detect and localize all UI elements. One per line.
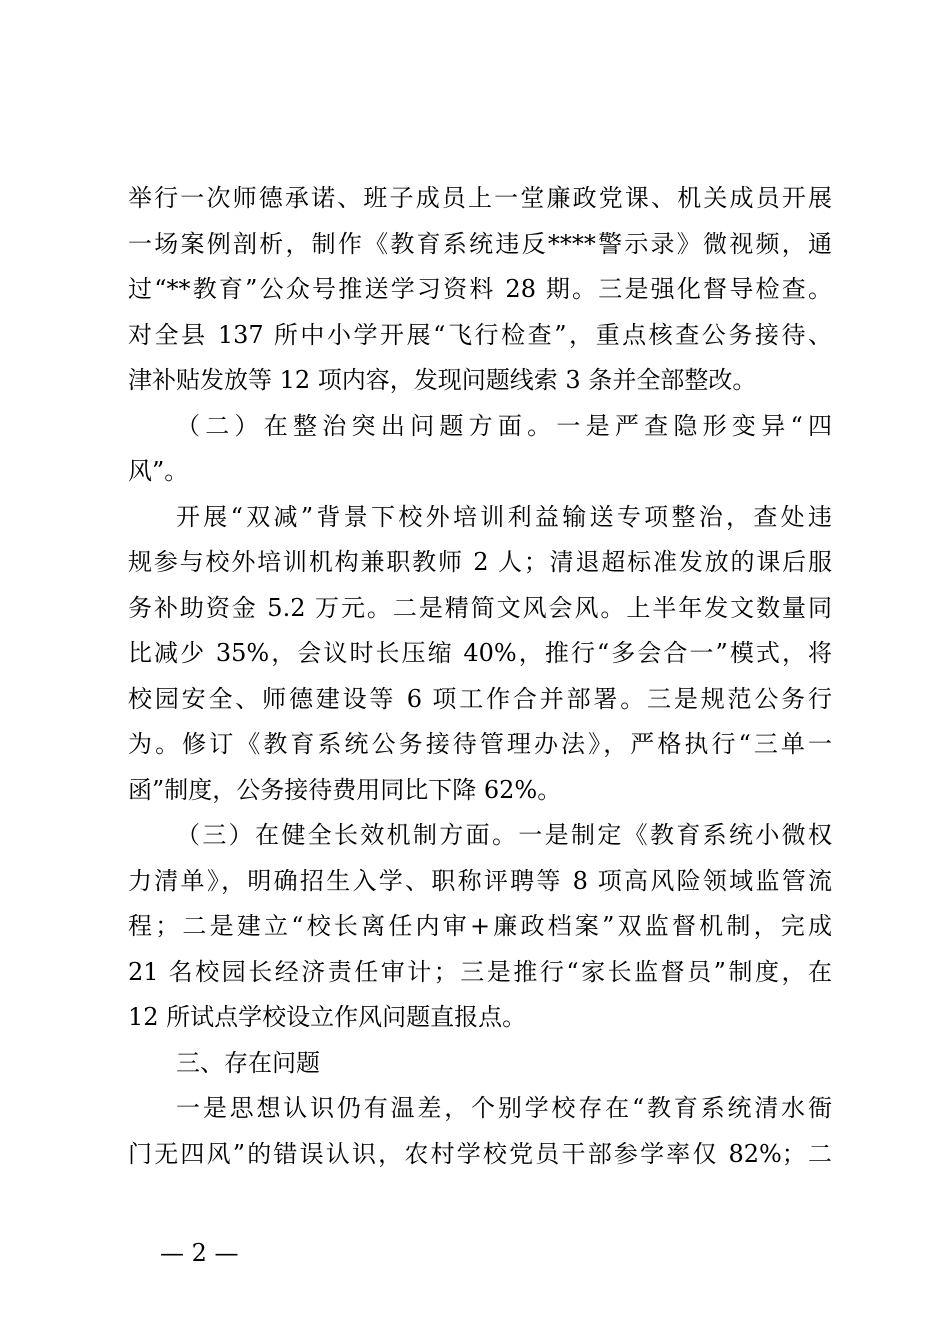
text-line: 开展“双减”背景下校外培训利益输送专项整治，查处违 (176, 502, 832, 531)
text-line: 门无四风”的错误认识，农村学校党员干部参学率仅 82%；二 (128, 1139, 832, 1168)
page-number: — 2 — (160, 1239, 239, 1267)
text-line: 为。修订《教育系统公务接待管理办法》，严格执行“三单一 (128, 730, 832, 758)
paragraph (128, 495, 832, 814)
text-line: 校园安全、师德建设等 6 项工作合并部署。三是规范公务行 (128, 684, 832, 713)
text-line: 力清单》，明确招生入学、职称评聘等 8 项高风险领域监管流 (128, 866, 832, 895)
text-line: 务补助资金 5.2 万元。二是精简文风会风。上半年发文数量同 (128, 593, 832, 622)
document-body (128, 176, 832, 1177)
text-line: （三）在健全长效机制方面。一是制定《教育系统小微权 (176, 821, 832, 849)
paragraph (128, 1086, 832, 1177)
text-line: （二）在整治突出问题方面。一是严查隐形变异“四 (176, 411, 832, 440)
section-heading (128, 1041, 832, 1087)
text-line: 21 名校园长经济责任审计；三是推行“家长监督员”制度，在 (128, 957, 832, 986)
text-line: 程；二是建立“校长离任内审+廉政档案”双监督机制，完成 (128, 912, 832, 940)
paragraph (128, 404, 832, 495)
text-line: 三、存在问题 (176, 1048, 320, 1077)
text-line: 12 所试点学校设立作风问题直报点。 (128, 1003, 527, 1031)
text-line: 津补贴发放等 12 项内容，发现问题线索 3 条并全部整改。 (128, 366, 757, 394)
text-line: 过“**教育”公众号推送学习资料 28 期。三是强化督导检查。 (128, 275, 832, 303)
text-line: 函”制度，公务接待费用同比下降 62%。 (128, 775, 562, 804)
text-line: 一是思想认识仍有温差，个别学校存在“教育系统清水衙 (176, 1094, 832, 1122)
text-line: 一场案例剖析，制作《教育系统违反****警示录》微视频，通 (128, 229, 832, 258)
text-line: 举行一次师德承诺、班子成员上一堂廉政党课、机关成员开展 (128, 184, 832, 212)
text-line: 对全县 137 所中小学开展“飞行检查”，重点核查公务接待、 (128, 320, 832, 349)
text-line: 比减少 35%，会议时长压缩 40%，推行“多会合一”模式，将 (128, 639, 832, 667)
paragraph (128, 176, 832, 404)
paragraph (128, 813, 832, 1041)
text-line: 风”。 (128, 457, 189, 485)
text-line: 规参与校外培训机构兼职教师 2 人；清退超标准发放的课后服 (128, 548, 832, 576)
